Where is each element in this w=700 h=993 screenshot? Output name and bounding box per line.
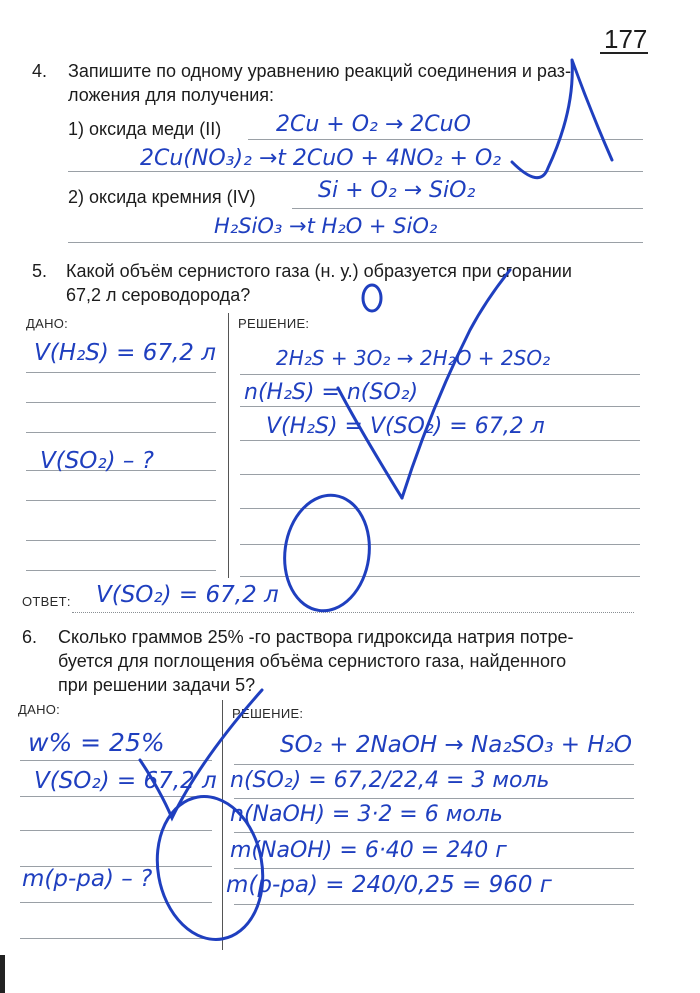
task5-number: 5. bbox=[32, 261, 48, 281]
task5-divider bbox=[228, 313, 229, 578]
task6-solution-label: РЕШЕНИЕ: bbox=[232, 706, 304, 721]
task5-text-line1: Какой объём сернистого газа (н. у.) образуется при сгорании bbox=[66, 261, 572, 281]
task4-text-line1: Запишите по одному уравнению реакций соединения и раз- bbox=[68, 61, 571, 81]
task5-text-line2: 67,2 л сероводорода? bbox=[66, 285, 251, 305]
page-number-rule bbox=[600, 52, 648, 54]
task6-solution-line bbox=[234, 832, 634, 833]
task5-solution-line bbox=[240, 508, 640, 509]
task6-solution5: m(р-ра) = 240/0,25 = 960 г bbox=[226, 872, 552, 898]
task5-solution2: n(H₂S) = n(SO₂) bbox=[244, 380, 419, 405]
task5-given-line bbox=[26, 372, 216, 373]
task6-given-line bbox=[20, 902, 212, 903]
task6-given-label: ДАНО: bbox=[18, 702, 61, 717]
task4-item2-label: 2) оксида кремния (IV) bbox=[68, 187, 256, 207]
task4-answer-eq4: H₂SiO₃ →t H₂O + SiO₂ bbox=[214, 214, 438, 238]
task4-answer-eq3: Si + O₂ → SiO₂ bbox=[318, 178, 476, 203]
task6-text-line1: Сколько граммов 25% -го раствора гидроксида натрия потре- bbox=[58, 627, 574, 647]
task4-text-line2: ложения для получения: bbox=[68, 85, 275, 105]
task5-solution-line bbox=[240, 576, 640, 577]
task4-line bbox=[68, 242, 643, 243]
task6-solution-line bbox=[234, 904, 634, 905]
task6-given3: m(р-ра) – ? bbox=[22, 866, 153, 892]
task6-given2: V(SO₂) = 67,2 л bbox=[34, 768, 217, 794]
task6-solution-line bbox=[234, 798, 634, 799]
task5-solution-line bbox=[240, 406, 640, 407]
task4-answer-eq1: 2Cu + O₂ → 2CuO bbox=[276, 112, 471, 137]
task5-solution-line bbox=[240, 544, 640, 545]
task5-solution1: 2H₂S + 3O₂ → 2H₂O + 2SO₂ bbox=[276, 346, 551, 370]
task5-solution-line bbox=[240, 474, 640, 475]
task4-line bbox=[68, 171, 643, 172]
task5-solution-label: РЕШЕНИЕ: bbox=[238, 316, 310, 331]
task6-given-line bbox=[20, 796, 212, 797]
task6-text-line3: при решении задачи 5? bbox=[58, 675, 256, 695]
task5-given-line bbox=[26, 540, 216, 541]
task5-solution3: V(H₂S) = V(SO₂) = 67,2 л bbox=[266, 414, 545, 439]
task4-line bbox=[248, 139, 643, 140]
task6-divider bbox=[222, 700, 223, 950]
page-number: 177 bbox=[604, 24, 648, 54]
task4-answer-eq2: 2Cu(NO₃)₂ →t 2CuO + 4NO₂ + O₂ bbox=[140, 146, 502, 171]
task5-given2: V(SO₂) – ? bbox=[40, 448, 154, 474]
task5-answer-line bbox=[72, 612, 634, 613]
task5-given1: V(H₂S) = 67,2 л bbox=[34, 340, 216, 366]
task6-solution3: n(NaOH) = 3·2 = 6 моль bbox=[230, 802, 503, 827]
task6-given1: w% = 25% bbox=[28, 728, 165, 757]
task6-solution2: n(SO₂) = 67,2/22,4 = 3 моль bbox=[230, 768, 550, 793]
task5-given-line bbox=[26, 500, 216, 501]
task6-given-line bbox=[20, 938, 212, 939]
check-mark-stroke bbox=[402, 270, 510, 498]
task6-solution-line bbox=[234, 764, 634, 765]
task6-number: 6. bbox=[22, 627, 38, 647]
task6-given-line bbox=[20, 760, 212, 761]
task6-text-line2: буется для поглощения объёма сернистого газа, найденного bbox=[58, 651, 567, 671]
task5-solution-line bbox=[240, 440, 640, 441]
task4-number: 4. bbox=[32, 61, 48, 81]
task5-answer: V(SO₂) = 67,2 л bbox=[96, 582, 279, 608]
task4-item1-label: 1) оксида меди (II) bbox=[68, 119, 222, 139]
task5-given-line bbox=[26, 402, 216, 403]
oval-small bbox=[363, 285, 381, 311]
task6-solution1: SO₂ + 2NaOH → Na₂SO₃ + H₂O bbox=[280, 732, 632, 758]
task6-solution-line bbox=[234, 868, 634, 869]
task5-given-line bbox=[26, 432, 216, 433]
task6-solution4: m(NaOH) = 6·40 = 240 г bbox=[230, 838, 507, 863]
task5-solution-line bbox=[240, 374, 640, 375]
task5-given-label: ДАНО: bbox=[26, 316, 69, 331]
task4-line bbox=[292, 208, 643, 209]
task5-given-line bbox=[26, 570, 216, 571]
task6-given-line bbox=[20, 830, 212, 831]
task5-answer-label: ОТВЕТ: bbox=[22, 594, 71, 609]
page-edge-shadow bbox=[0, 955, 5, 993]
